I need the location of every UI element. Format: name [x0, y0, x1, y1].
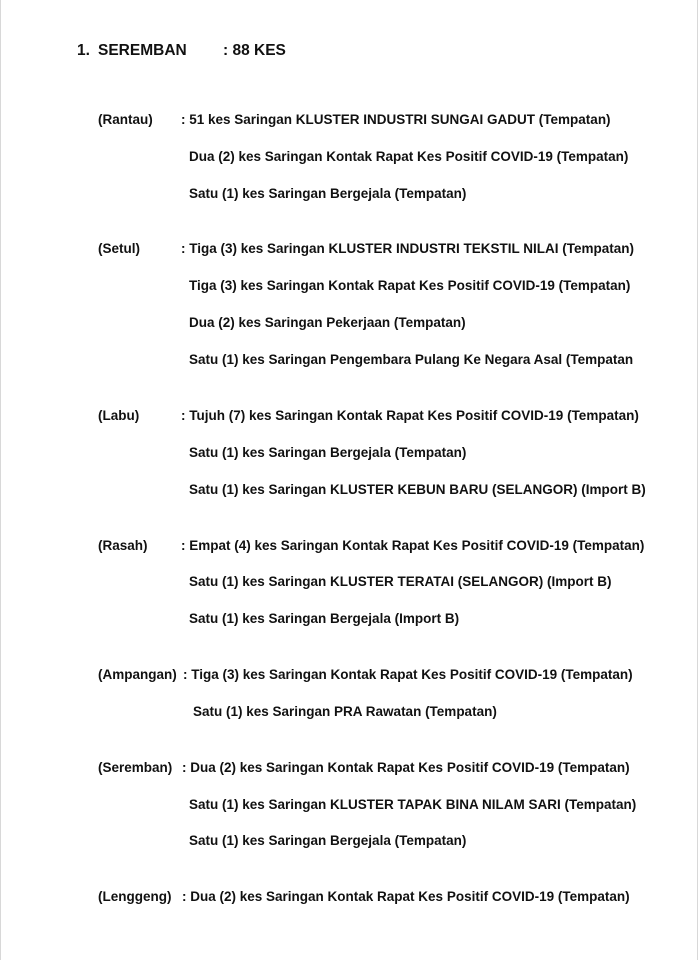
case-line: Dua (2) kes Saringan Kontak Rapat Kes Positif COVID-19 (Tempatan)	[189, 149, 629, 164]
case-line: : Empat (4) kes Saringan Kontak Rapat Kes Positif COVID-19 (Tempatan)	[181, 538, 645, 553]
area-label-setul: (Setul)	[98, 241, 140, 256]
area-label-ampangan: (Ampangan)	[98, 667, 177, 682]
area-label-rantau: (Rantau)	[98, 112, 153, 127]
case-line: Satu (1) kes Saringan KLUSTER TAPAK BINA NILAM SARI (Tempatan)	[189, 797, 637, 812]
case-line: : Tujuh (7) kes Saringan Kontak Rapat Kes Positif COVID-19 (Tempatan)	[181, 408, 639, 423]
case-line: : Dua (2) kes Saringan Kontak Rapat Kes Positif COVID-19 (Tempatan)	[182, 760, 630, 775]
case-line: : Tiga (3) kes Saringan Kontak Rapat Kes Positif COVID-19 (Tempatan)	[183, 667, 633, 682]
case-line: Satu (1) kes Saringan Bergejala (Tempatan)	[189, 445, 467, 460]
area-label-rasah: (Rasah)	[98, 538, 148, 553]
area-label-lenggeng: (Lenggeng)	[98, 889, 172, 904]
case-line: Dua (2) kes Saringan Pekerjaan (Tempatan)	[189, 315, 466, 330]
heading-total: : 88 KES	[223, 42, 286, 59]
case-line: Satu (1) kes Saringan Pengembara Pulang Ke Negara Asal (Tempatan	[189, 352, 634, 367]
case-line: Satu (1) kes Saringan Bergejala (Tempatan)	[189, 186, 467, 201]
case-line: Tiga (3) kes Saringan Kontak Rapat Kes Positif COVID-19 (Tempatan)	[189, 278, 631, 293]
case-line: Satu (1) kes Saringan PRA Rawatan (Tempatan)	[193, 704, 497, 719]
case-line: : Tiga (3) kes Saringan KLUSTER INDUSTRI TEKSTIL NILAI (Tempatan)	[181, 241, 635, 256]
case-line: : Dua (2) kes Saringan Kontak Rapat Kes Positif COVID-19 (Tempatan)	[182, 889, 630, 904]
area-label-seremban: (Seremban)	[98, 760, 173, 775]
case-line: Satu (1) kes Saringan KLUSTER TERATAI (SELANGOR) (Import B)	[189, 574, 612, 589]
heading-district: SEREMBAN	[98, 42, 187, 59]
case-line: Satu (1) kes Saringan Bergejala (Import B)	[189, 611, 460, 626]
area-label-labu: (Labu)	[98, 408, 140, 423]
case-line: Satu (1) kes Saringan Bergejala (Tempatan)	[189, 833, 467, 848]
case-line: Satu (1) kes Saringan KLUSTER KEBUN BARU (SELANGOR) (Import B)	[189, 482, 646, 497]
case-line: : 51 kes Saringan KLUSTER INDUSTRI SUNGAI GADUT (Tempatan)	[181, 112, 611, 127]
heading-number: 1.	[77, 42, 90, 59]
